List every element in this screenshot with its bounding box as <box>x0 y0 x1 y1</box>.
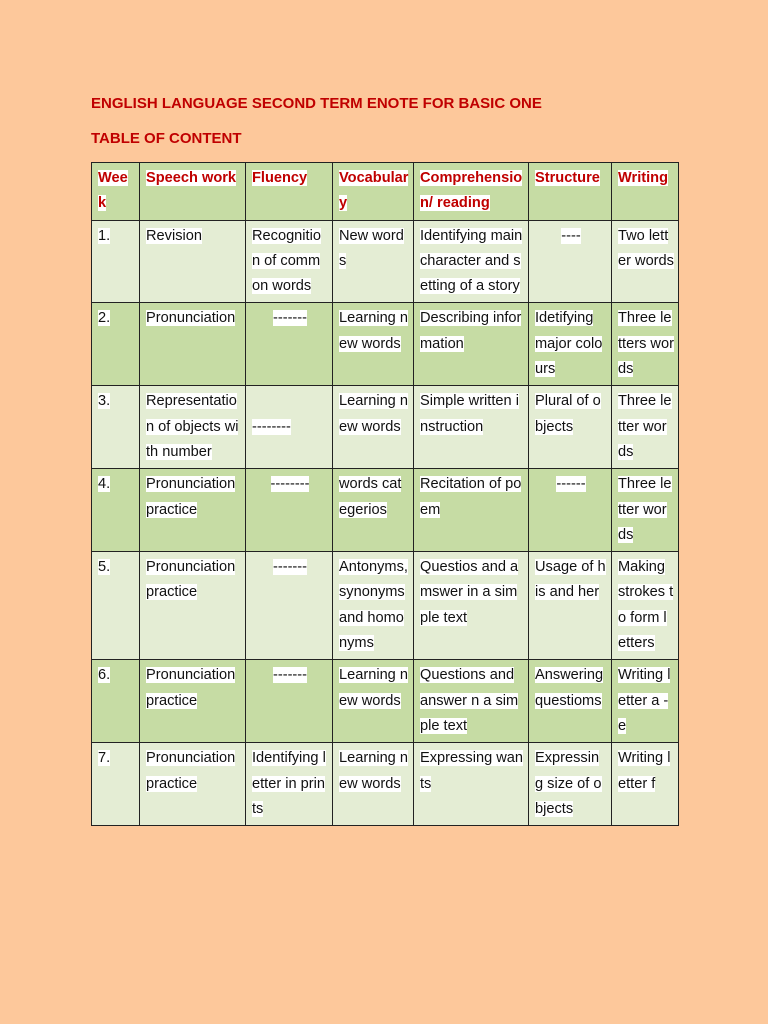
cell-structure: ---- <box>529 220 612 303</box>
cell-week: 7. <box>92 743 140 826</box>
cell-fluency: Recognition of common words <box>246 220 333 303</box>
cell-comprehension: Expressing wants <box>414 743 529 826</box>
cell-structure: Plural of objects <box>529 386 612 469</box>
cell-writing: Two letter words <box>612 220 679 303</box>
cell-vocabulary: words categerios <box>333 469 414 552</box>
cell-speech-work: Representation of objects with number <box>140 386 246 469</box>
table-row <box>92 552 679 660</box>
cell-writing: Making strokes to form letters <box>612 552 679 660</box>
cell-fluency: ------- <box>246 303 333 386</box>
cell-vocabulary: Learning new words <box>333 660 414 743</box>
table-row <box>92 743 679 826</box>
cell-structure: Answering questioms <box>529 660 612 743</box>
table-row <box>92 220 679 303</box>
cell-speech-work: Revision <box>140 220 246 303</box>
cell-comprehension: Questios and amswer in a simple text <box>414 552 529 660</box>
cell-vocabulary: Learning new words <box>333 303 414 386</box>
cell-fluency: -------- <box>246 386 333 469</box>
table-row <box>92 660 679 743</box>
cell-fluency: Identifying letter in prints <box>246 743 333 826</box>
cell-fluency: ------- <box>246 552 333 660</box>
cell-writing: Three letters words <box>612 303 679 386</box>
content-table <box>91 162 679 826</box>
document-subtitle: TABLE OF CONTENT <box>91 130 242 147</box>
header-fluency: Fluency <box>246 163 333 221</box>
cell-comprehension: Recitation of poem <box>414 469 529 552</box>
cell-writing: Three letter words <box>612 469 679 552</box>
table-header-row <box>92 163 679 221</box>
table-row <box>92 303 679 386</box>
cell-vocabulary: New words <box>333 220 414 303</box>
cell-week: 5. <box>92 552 140 660</box>
cell-speech-work: Pronunciation practice <box>140 552 246 660</box>
cell-writing: Three letter words <box>612 386 679 469</box>
cell-fluency: ------- <box>246 660 333 743</box>
header-vocabulary: Vocabulary <box>333 163 414 221</box>
cell-week: 1. <box>92 220 140 303</box>
header-speech-work: Speech work <box>140 163 246 221</box>
cell-comprehension: Identifying main character and setting of a story <box>414 220 529 303</box>
cell-speech-work: Pronunciation practice <box>140 469 246 552</box>
cell-fluency: -------- <box>246 469 333 552</box>
cell-week: 2. <box>92 303 140 386</box>
cell-week: 3. <box>92 386 140 469</box>
cell-structure: Expressing size of objects <box>529 743 612 826</box>
header-structure: Structure <box>529 163 612 221</box>
header-week: Week <box>92 163 140 221</box>
header-comprehension: Comprehension/ reading <box>414 163 529 221</box>
cell-structure: ------ <box>529 469 612 552</box>
cell-speech-work: Pronunciation practice <box>140 743 246 826</box>
cell-writing: Writing letter f <box>612 743 679 826</box>
cell-week: 4. <box>92 469 140 552</box>
cell-vocabulary: Learning new words <box>333 386 414 469</box>
document-title: ENGLISH LANGUAGE SECOND TERM ENOTE FOR BASIC ONE <box>91 95 542 112</box>
cell-comprehension: Describing information <box>414 303 529 386</box>
cell-week: 6. <box>92 660 140 743</box>
header-writing: Writing <box>612 163 679 221</box>
cell-structure: Usage of his and her <box>529 552 612 660</box>
cell-structure: Idetifying major colours <box>529 303 612 386</box>
table-row <box>92 469 679 552</box>
cell-comprehension: Questions and answer n a simple text <box>414 660 529 743</box>
cell-vocabulary: Learning new words <box>333 743 414 826</box>
cell-speech-work: Pronunciation practice <box>140 660 246 743</box>
cell-writing: Writing letter a - e <box>612 660 679 743</box>
table-row <box>92 386 679 469</box>
cell-speech-work: Pronunciation <box>140 303 246 386</box>
cell-vocabulary: Antonyms, synonyms and homonyms <box>333 552 414 660</box>
cell-comprehension: Simple written instruction <box>414 386 529 469</box>
